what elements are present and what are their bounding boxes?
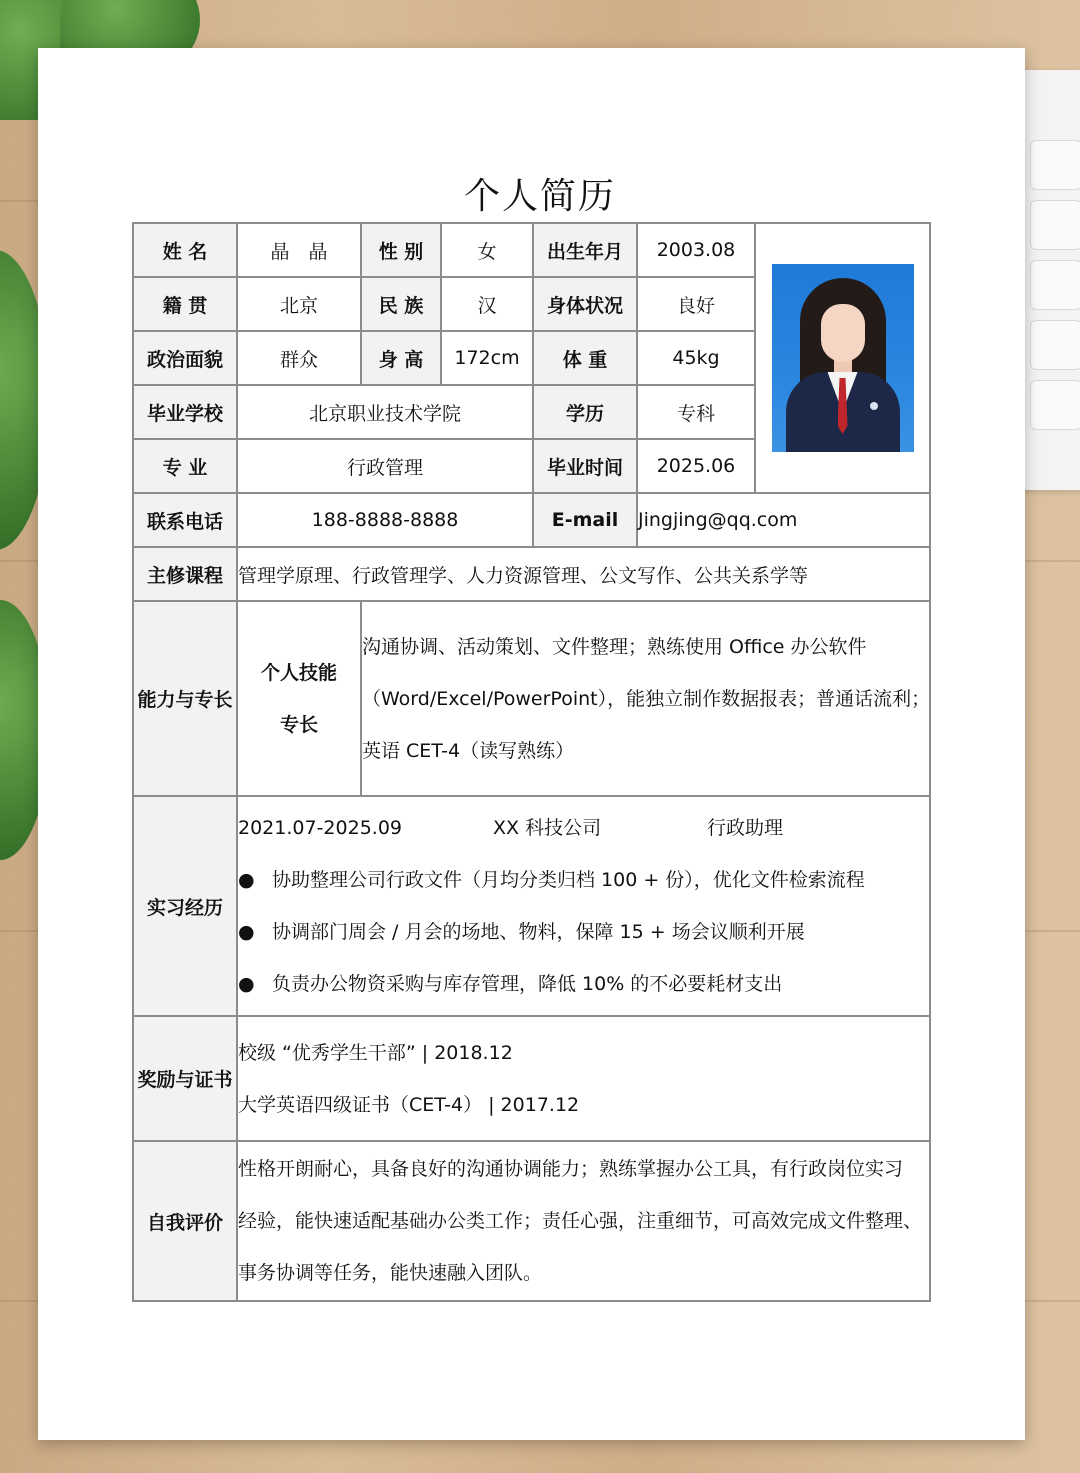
label-height: 身 高	[361, 331, 441, 385]
value-major: 行政管理	[237, 439, 533, 493]
value-name: 晶 晶	[237, 223, 361, 277]
label-political: 政治面貌	[133, 331, 237, 385]
label-major: 专 业	[133, 439, 237, 493]
self-eval-line: 经验，能快速适配基础办公类工作；责任心强，注重细节，可高效完成文件整理、	[238, 1210, 923, 1232]
label-phone: 联系电话	[133, 493, 237, 547]
skills-content	[361, 601, 930, 796]
internship-position: 行政助理	[707, 817, 784, 839]
skills-subheading	[237, 601, 361, 796]
value-email: Jingjing@qq.com	[637, 493, 930, 547]
badge-icon	[870, 402, 878, 410]
label-internship: 实习经历	[133, 796, 237, 1016]
value-height: 172cm	[441, 331, 533, 385]
bullet-icon: ●	[238, 869, 255, 891]
label-ethnicity: 民 族	[361, 277, 441, 331]
internship-bullet: ● 协调部门周会 / 月会的场地、物料，保障 15 + 场会议顺利开展	[238, 906, 929, 958]
award-item: 校级 “优秀学生干部” | 2018.12	[238, 1041, 513, 1064]
skills-subheading-line2: 专长	[279, 713, 318, 736]
value-birth: 2003.08	[637, 223, 755, 277]
row-internship	[133, 796, 930, 1016]
id-photo	[772, 264, 914, 452]
internship-company: XX 科技公司	[493, 817, 602, 839]
label-education: 学历	[533, 385, 637, 439]
resume-title: 个人简历	[463, 176, 616, 217]
label-native: 籍 贯	[133, 277, 237, 331]
photo-cell	[755, 223, 930, 493]
label-name: 姓 名	[133, 223, 237, 277]
value-courses: 管理学原理、行政管理学、人力资源管理、公文写作、公共关系学等	[237, 547, 930, 601]
label-weight: 体 重	[533, 331, 637, 385]
skills-line: （Word/Excel/PowerPoint），能独立制作数据报表；普通话流利；	[362, 687, 931, 710]
internship-header	[238, 802, 929, 854]
self-eval-line: 事务协调等任务，能快速融入团队。	[238, 1262, 543, 1284]
internship-bullet: ● 协助整理公司行政文件（月均分类归档 100 + 份），优化文件检索流程	[238, 854, 929, 906]
label-health: 身体状况	[533, 277, 637, 331]
self-eval-line: 性格开朗耐心，具备良好的沟通协调能力；熟练掌握办公工具，有行政岗位实习	[238, 1158, 904, 1180]
internship-bullet: ● 负责办公物资采购与库存管理，降低 10% 的不必要耗材支出	[238, 958, 929, 1010]
value-education: 专科	[637, 385, 755, 439]
skills-subheading-line1: 个人技能	[260, 661, 337, 684]
self-eval-content	[237, 1141, 930, 1301]
value-grad-time: 2025.06	[637, 439, 755, 493]
row-awards	[133, 1016, 930, 1141]
internship-period: 2021.07-2025.09	[238, 817, 402, 839]
value-weight: 45kg	[637, 331, 755, 385]
value-health: 良好	[637, 277, 755, 331]
award-item: 大学英语四级证书（CET-4） | 2017.12	[238, 1093, 580, 1116]
resume-table	[132, 222, 931, 1302]
value-phone: 188-8888-8888	[237, 493, 533, 547]
label-self-eval: 自我评价	[133, 1141, 237, 1301]
bullet-icon: ●	[238, 921, 255, 943]
row-courses	[133, 547, 930, 601]
row-abilities	[133, 601, 930, 796]
label-courses: 主修课程	[133, 547, 237, 601]
internship-content	[237, 796, 930, 1016]
skills-line: 沟通协调、活动策划、文件整理；熟练使用 Office 办公软件	[362, 635, 867, 658]
value-school: 北京职业技术学院	[237, 385, 533, 439]
label-awards: 奖励与证书	[133, 1016, 237, 1141]
label-birth: 出生年月	[533, 223, 637, 277]
label-abilities: 能力与专长	[133, 601, 237, 796]
row-self-eval	[133, 1141, 930, 1301]
value-ethnicity: 汉	[441, 277, 533, 331]
value-political: 群众	[237, 331, 361, 385]
row-basic-1	[133, 223, 930, 277]
value-native: 北京	[237, 277, 361, 331]
bullet-icon: ●	[238, 973, 255, 995]
label-email: E-mail	[533, 493, 637, 547]
awards-content	[237, 1016, 930, 1141]
label-school: 毕业学校	[133, 385, 237, 439]
value-gender: 女	[441, 223, 533, 277]
row-contact	[133, 493, 930, 547]
label-gender: 性 别	[361, 223, 441, 277]
label-grad-time: 毕业时间	[533, 439, 637, 493]
skills-line: 英语 CET-4（读写熟练）	[362, 739, 575, 762]
